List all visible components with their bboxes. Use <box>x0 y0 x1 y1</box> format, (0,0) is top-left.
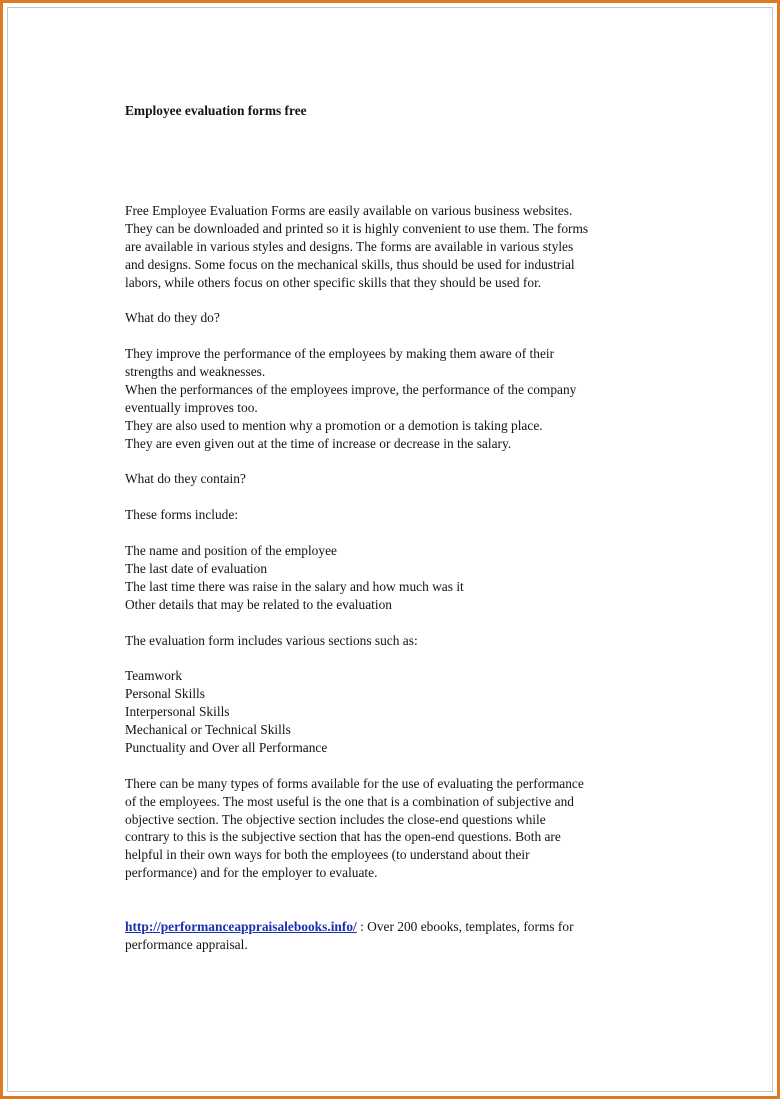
text-line: Free Employee Evaluation Forms are easily available on various business websites. <box>125 202 573 218</box>
text-line: contrary to this is the subjective section that has the open-end questions. Both are <box>125 829 561 845</box>
text-line: They can be downloaded and printed so it is highly convenient to use them. The forms <box>125 220 589 236</box>
forms-include-label: These forms include: <box>125 507 239 523</box>
spacer <box>125 882 670 900</box>
question-heading: What do they contain? <box>125 471 246 487</box>
text-line: of the employees. The most useful is the one that is a combination of subjective and <box>125 793 574 809</box>
text-line: are available in various styles and designs. The forms are available in various styles <box>125 238 574 254</box>
text-line: They are even given out at the time of increase or decrease in the salary. <box>125 435 512 451</box>
spacer <box>125 524 670 542</box>
question-heading: What do they do? <box>125 310 220 326</box>
list-item: Teamwork <box>125 668 183 684</box>
spacer <box>125 488 670 506</box>
footer-paragraph <box>125 918 670 954</box>
sections-list <box>125 667 670 757</box>
footer-line <box>125 918 670 936</box>
spacer <box>125 453 670 471</box>
what-they-do-paragraph <box>125 345 670 452</box>
types-paragraph <box>125 775 670 882</box>
spacer <box>125 757 670 775</box>
text-line: They are also used to mention why a promotion or a demotion is taking place. <box>125 417 543 433</box>
text-line: They improve the performance of the employees by making them aware of their <box>125 346 555 362</box>
include-list <box>125 542 670 614</box>
text-line: performance) and for the employer to evaluate. <box>125 865 378 881</box>
sections-intro: The evaluation form includes various sections such as: <box>125 632 418 648</box>
footer-last-line: performance appraisal. <box>125 936 248 952</box>
list-item: Interpersonal Skills <box>125 704 230 720</box>
intro-paragraph <box>125 202 670 292</box>
text-line: labors, while others focus on other specific skills that they should be used for. <box>125 274 542 290</box>
spacer <box>125 291 670 309</box>
document-body <box>125 102 670 954</box>
text-line: strengths and weaknesses. <box>125 364 266 380</box>
text-line: and designs. Some focus on the mechanical skills, thus should be used for industrial <box>125 256 575 272</box>
spacer <box>125 900 670 918</box>
footer-link-description: : Over 200 ebooks, templates, forms for <box>356 918 574 934</box>
spacer <box>125 614 670 632</box>
list-item: Punctuality and Over all Performance <box>125 739 328 755</box>
list-item: The last time there was raise in the salary and how much was it <box>125 578 464 594</box>
text-line: There can be many types of forms available for the use of evaluating the performance <box>125 775 584 791</box>
text-line: helpful in their own ways for both the employees (to understand about their <box>125 847 530 863</box>
ebooks-link[interactable]: http://performanceappraisalebooks.info/ <box>125 918 357 934</box>
list-item: The name and position of the employee <box>125 543 337 559</box>
list-item: Other details that may be related to the evaluation <box>125 596 392 612</box>
text-line: eventually improves too. <box>125 399 258 415</box>
spacer <box>125 120 670 202</box>
document-title: Employee evaluation forms free <box>125 103 307 118</box>
text-line: objective section. The objective section includes the close-end questions while <box>125 811 546 827</box>
text-line: When the performances of the employees improve, the performance of the company <box>125 381 577 397</box>
spacer <box>125 649 670 667</box>
list-item: The last date of evaluation <box>125 560 268 576</box>
list-item: Mechanical or Technical Skills <box>125 722 291 738</box>
list-item: Personal Skills <box>125 686 205 702</box>
spacer <box>125 327 670 345</box>
